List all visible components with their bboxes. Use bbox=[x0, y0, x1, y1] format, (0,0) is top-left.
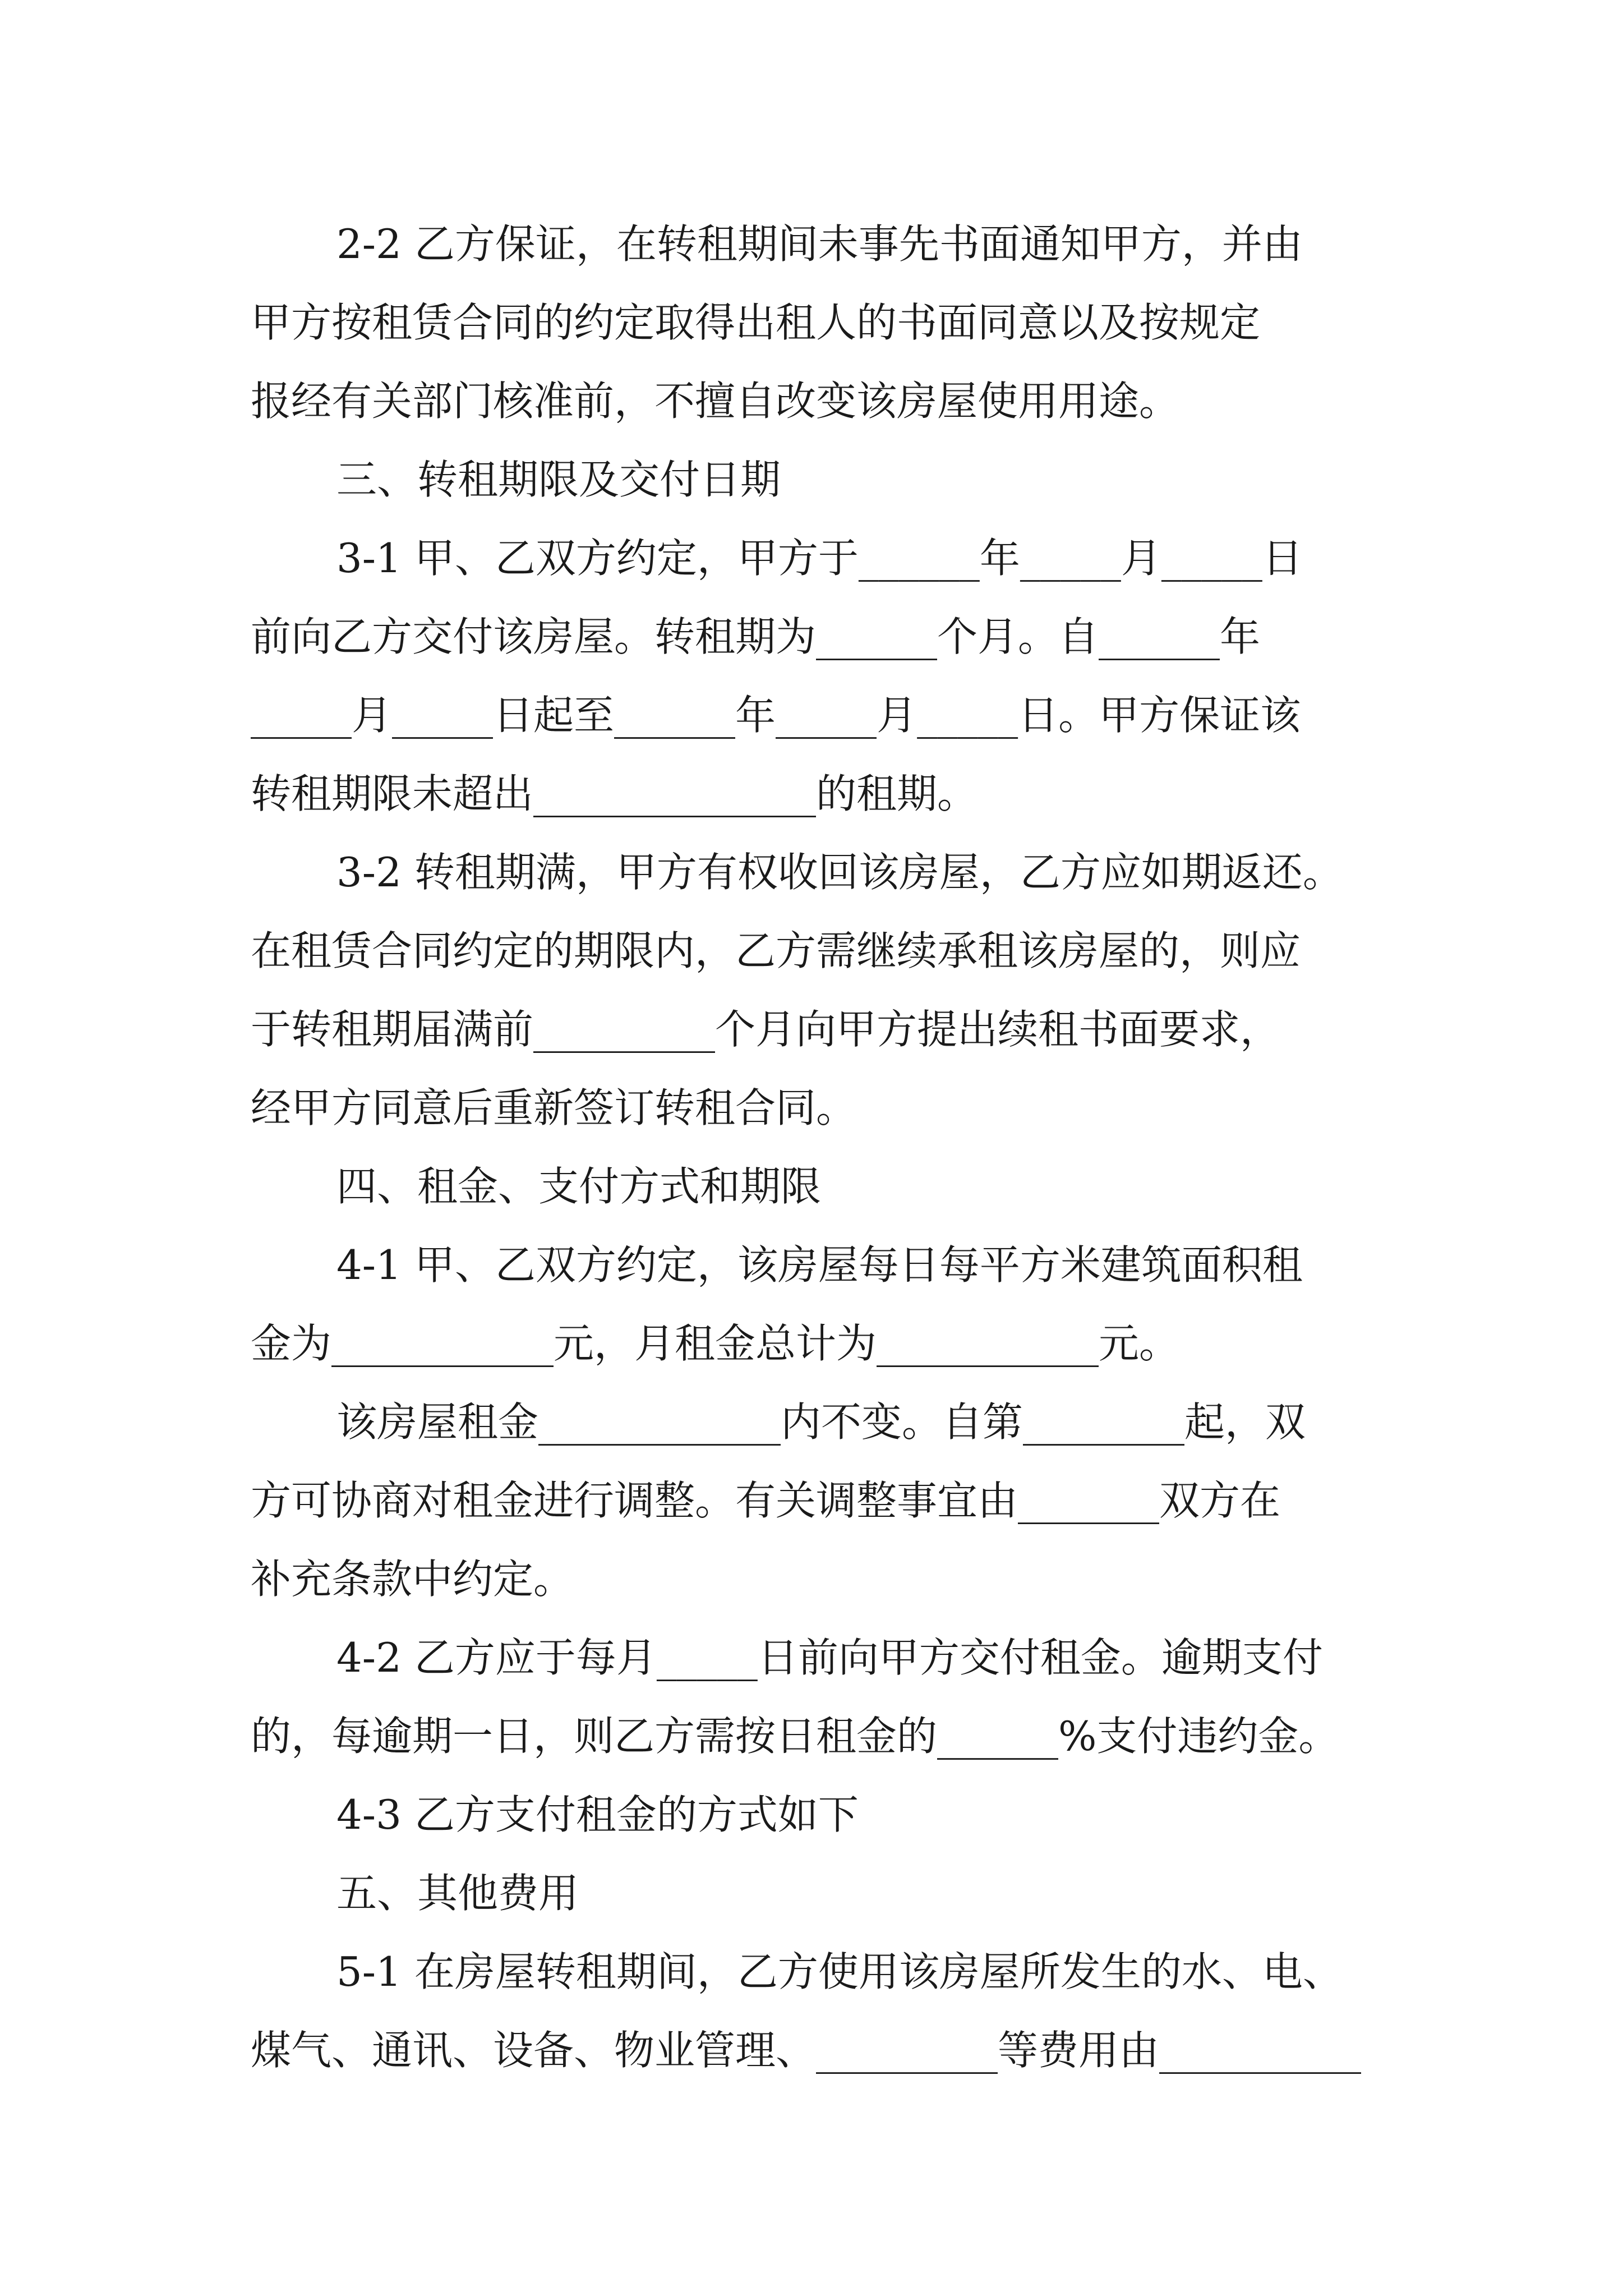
fill-blank: _____ bbox=[776, 692, 877, 739]
text-segment: %支付违约金。 bbox=[1058, 1713, 1339, 1760]
text-segment: 个月向甲方提出续租书面要求， bbox=[715, 1006, 1281, 1053]
fill-blank: ______ bbox=[858, 535, 980, 582]
text-segment: 2-2 乙方保证，在转租期间未事先书面通知甲方，并由 bbox=[336, 220, 1303, 268]
text-line bbox=[336, 1618, 1396, 1697]
section-heading bbox=[336, 1147, 1396, 1226]
text-segment: 个月。自 bbox=[937, 613, 1099, 660]
text-line bbox=[251, 990, 1395, 1069]
text-segment: 起，双 bbox=[1184, 1398, 1306, 1446]
text-segment: 煤气、通讯、设备、物业管理、 bbox=[251, 2027, 817, 2074]
fill-blank: _____ bbox=[1161, 535, 1262, 582]
text-segment: 前向乙方交付该房屋。转租期为 bbox=[251, 613, 817, 660]
fill-blank: ______ bbox=[816, 613, 938, 660]
text-segment: 日起至 bbox=[493, 692, 615, 739]
text-segment: 月 bbox=[352, 692, 393, 739]
text-segment: 月 bbox=[1121, 535, 1161, 582]
fill-blank: ________ bbox=[1023, 1398, 1185, 1446]
section-heading bbox=[336, 440, 1396, 519]
fill-blank: ___________ bbox=[331, 1320, 554, 1367]
fill-blank: _______ bbox=[1018, 1477, 1160, 1524]
text-segment: 3-2 转租期满，甲方有权收回该房屋，乙方应如期返还。 bbox=[336, 849, 1343, 896]
text-segment: 内不变。自第 bbox=[781, 1398, 1023, 1446]
text-segment: 日。甲方保证该 bbox=[1018, 692, 1301, 739]
text-segment: 该房屋租金 bbox=[336, 1398, 539, 1446]
fill-blank: _____ bbox=[1020, 535, 1121, 582]
text-segment: 四、租金、支付方式和期限 bbox=[336, 1163, 822, 1210]
fill-blank: _____ bbox=[917, 692, 1018, 739]
fill-blank: __________ bbox=[1159, 2027, 1362, 2074]
fill-blank: _________ bbox=[816, 2027, 998, 2074]
section-heading bbox=[336, 1854, 1396, 1932]
text-segment: 元，月租金总计为 bbox=[554, 1320, 877, 1367]
text-line bbox=[251, 1069, 1395, 1147]
fill-blank: ______ bbox=[614, 692, 736, 739]
text-segment: 等费用由 bbox=[998, 2027, 1160, 2074]
text-segment: 于转租期届满前 bbox=[251, 1006, 534, 1053]
fill-blank: ______________ bbox=[533, 770, 817, 817]
text-line bbox=[251, 912, 1395, 990]
text-segment: 年 bbox=[1220, 613, 1261, 660]
text-segment: 日前向甲方交付租金。逾期支付 bbox=[757, 1634, 1323, 1681]
fill-blank: ____________ bbox=[538, 1398, 781, 1446]
text-segment: 4-1 甲、乙双方约定，该房屋每日每平方米建筑面积租 bbox=[336, 1241, 1303, 1289]
text-line bbox=[336, 205, 1396, 283]
text-line bbox=[336, 1383, 1396, 1461]
text-segment: 年 bbox=[979, 535, 1020, 582]
text-segment: 双方在 bbox=[1159, 1477, 1281, 1524]
text-line bbox=[336, 1226, 1396, 1304]
text-line bbox=[251, 676, 1395, 754]
text-segment: 报经有关部门核准前，不擅自改变该房屋使用用途。 bbox=[251, 378, 1180, 425]
text-segment: 年 bbox=[735, 692, 776, 739]
text-segment: 在租赁合同约定的期限内，乙方需继续承租该房屋的，则应 bbox=[251, 927, 1301, 974]
text-line bbox=[336, 519, 1396, 597]
text-segment: 金为 bbox=[251, 1320, 332, 1367]
text-line bbox=[251, 1461, 1395, 1540]
text-segment: 3-1 甲、乙双方约定，甲方于 bbox=[336, 535, 859, 582]
text-segment: 甲方按租赁合同的约定取得出租人的书面同意以及按规定 bbox=[251, 299, 1261, 346]
text-segment: 补充条款中约定。 bbox=[251, 1556, 574, 1603]
text-line bbox=[336, 1775, 1396, 1854]
fill-blank: _________ bbox=[533, 1006, 716, 1053]
text-segment: 日 bbox=[1262, 535, 1303, 582]
text-line bbox=[251, 1540, 1395, 1618]
fill-blank: ___________ bbox=[877, 1320, 1099, 1367]
fill-blank: ______ bbox=[937, 1713, 1059, 1760]
fill-blank: _____ bbox=[656, 1634, 758, 1681]
text-line bbox=[251, 1304, 1395, 1383]
text-segment: 元。 bbox=[1099, 1320, 1180, 1367]
fill-blank: ______ bbox=[1099, 613, 1220, 660]
text-segment: 4-3 乙方支付租金的方式如下 bbox=[336, 1791, 859, 1838]
text-segment: 5-1 在房屋转租期间，乙方使用该房屋所发生的水、电、 bbox=[336, 1948, 1343, 1995]
text-line bbox=[251, 597, 1395, 676]
text-line bbox=[251, 754, 1395, 833]
text-segment: 月 bbox=[877, 692, 917, 739]
text-line bbox=[336, 1932, 1396, 2011]
text-segment: 的，每逾期一日，则乙方需按日租金的 bbox=[251, 1713, 938, 1760]
text-line bbox=[336, 833, 1396, 912]
fill-blank: _____ bbox=[251, 692, 352, 739]
text-line bbox=[251, 1697, 1395, 1775]
text-line bbox=[251, 283, 1395, 362]
text-segment: 4-2 乙方应于每月 bbox=[336, 1634, 657, 1681]
text-segment: 方可协商对租金进行调整。有关调整事宜由 bbox=[251, 1477, 1018, 1524]
text-line bbox=[251, 2011, 1395, 2090]
text-segment: 三、转租期限及交付日期 bbox=[336, 456, 781, 503]
text-segment: 转租期限未超出 bbox=[251, 770, 534, 817]
text-segment: 五、其他费用 bbox=[336, 1870, 579, 1917]
text-line bbox=[251, 362, 1395, 440]
text-segment: 经甲方同意后重新签订转租合同。 bbox=[251, 1084, 857, 1131]
text-segment: 的租期。 bbox=[816, 770, 978, 817]
fill-blank: _____ bbox=[392, 692, 494, 739]
